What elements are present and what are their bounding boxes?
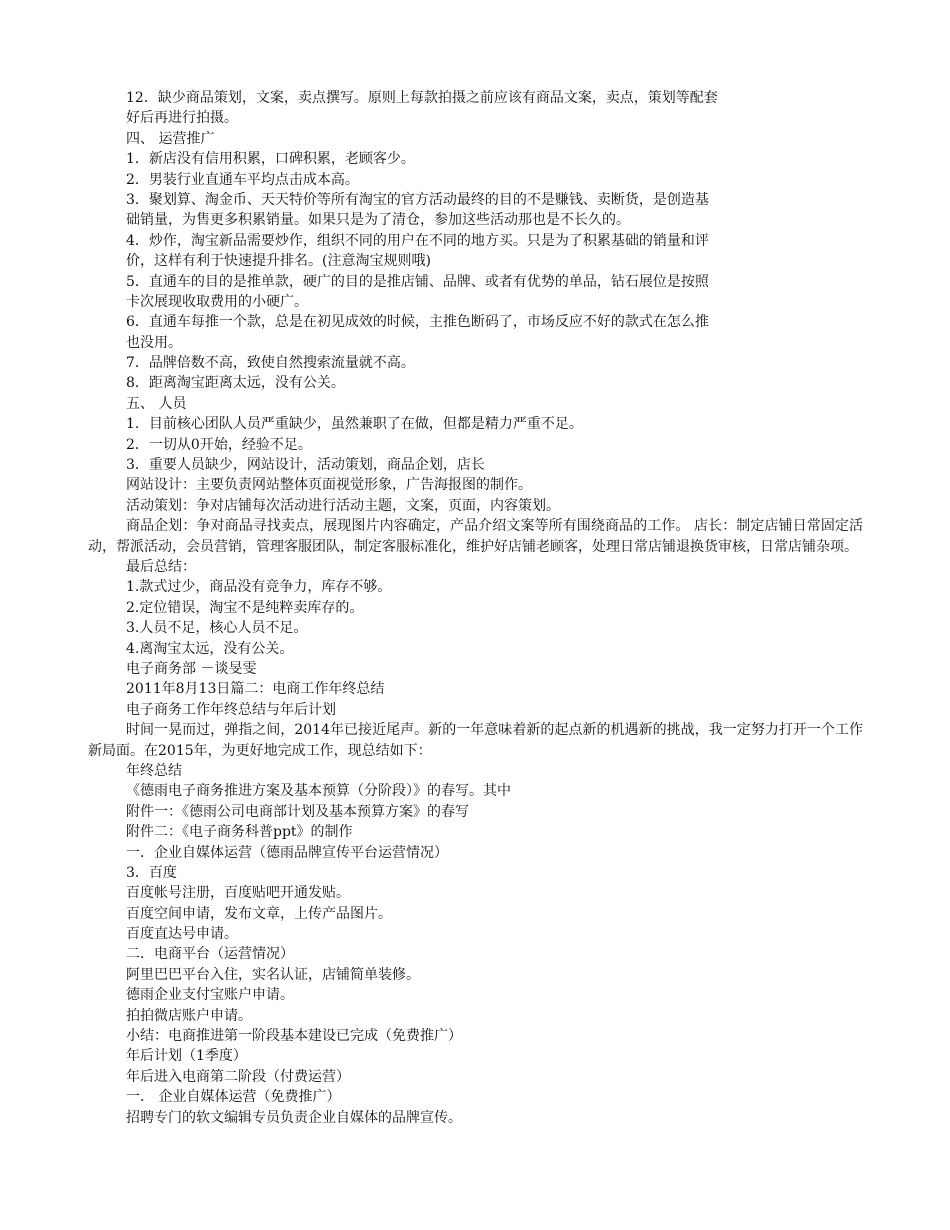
text-line: 2．男装行业直通车平均点击成本高。 [126,171,359,188]
text-line: 2．一切从0开始，经验不足。 [126,436,312,453]
text-line: 网站设计：主要负责网站整体页面视觉形象，广告海报图的制作。 [126,477,532,494]
text-line: 最后总结： [126,559,196,576]
text-line: 《德雨电子商务推进方案及基本预算（分阶段）》的春写。其中 [126,783,511,800]
text-line: 拍拍微店账户申请。 [126,1007,252,1024]
text-line: 8．距离淘宝距离太远，没有公关。 [126,375,345,392]
text-line: 五、 人员 [126,395,187,412]
text-line: 3．百度 [126,864,177,881]
text-line: 一．企业自媒体运营（德雨品牌宣传平台运营情况） [126,844,448,861]
text-line: 好后再进行拍摄。 [126,110,238,127]
text-line: 百度直达号申请。 [126,926,238,943]
text-line: 6．直通车每推一个款，总是在初见成效的时候，主推色断码了，市场反应不好的款式在怎么推 [126,314,709,331]
text-line: 也没用。 [126,334,182,351]
text-line: 1．新店没有信用积累，口碑积累，老顾客少。 [126,151,415,168]
text-line: 二．电商平台（运营情况） [126,946,294,963]
text-line: 电子商务工作年终总结与年后计划 [126,701,336,718]
text-line: 3．重要人员缺少，网站设计，活动策划，商品企划，店长 [126,457,485,474]
text-line: 4.离淘宝太远，没有公关。 [126,640,294,657]
text-line: 招聘专门的软文编辑专员负责企业自媒体的品牌宣传。 [126,1109,462,1126]
text-line: 活动策划：争对店铺每次活动进行活动主题，文案，页面，内容策划。 [126,497,560,514]
text-line: 1.款式过少，商品没有竞争力，库存不够。 [126,579,392,596]
text-line: 百度空间申请，发布文章，上传产品图片。 [126,905,392,922]
text-line: 7．品牌倍数不高，致使自然搜索流量就不高。 [126,355,415,372]
text-line: 4．炒作，淘宝新品需要炒作，组织不同的用户在不同的地方买。只是为了积累基础的销量和评 [126,232,709,249]
text-line: 小结：电商推进第一阶段基本建设已完成（免费推广） [126,1028,462,1045]
text-line: 2011年8月13日篇二：电商工作年终总结 [126,681,385,698]
text-line: 3.人员不足，核心人员不足。 [126,620,308,637]
text-line: 电子商务部 －谈旻雯 [126,660,257,677]
text-line: 四、 运营推广 [126,130,215,147]
body-paragraph: 时间一晃而过，弹指之间，2014年已接近尾声。新的一年意味着新的起点新的机遇新的挑战，我一定努力打开一个工作新局面。在2015年，为更好地完成工作，现总结如下： [88,722,863,759]
text-line: 1．目前核心团队人员严重缺少，虽然兼职了在做，但都是精力严重不足。 [126,416,583,433]
text-line: 百度帐号注册，百度贴吧开通发贴。 [126,885,350,902]
text-line: 卡次展现收取费用的小硬广。 [126,293,308,310]
text-line: 一． 企业自媒体运营（免费推广） [126,1089,341,1106]
document-body [88,88,863,1128]
text-line: 年后进入电商第二阶段（付费运营） [126,1068,350,1085]
text-line: 附件二：《电子商务科普ppt》的制作 [126,824,353,841]
text-line: 价，这样有利于快速提升排名。(注意淘宝规则哦) [126,253,431,270]
text-line: 德雨企业支付宝账户申请。 [126,987,294,1004]
body-paragraph: 商品企划：争对商品寻找卖点，展现图片内容确定，产品介绍文案等所有围绕商品的工作。 店长：制定店铺日常固定活动，帮派活动，会员营销，管理客服团队，制定客服标准化，维护好店铺老顾客，处理日常店铺退换货审核，日常店铺杂项。 [88,518,863,555]
text-line: 5．直通车的目的是推单款，硬广的目的是推店铺、品牌、或者有优势的单品，钻石展位是按照 [126,273,709,290]
text-line: 2.定位错误，淘宝不是纯粹卖库存的。 [126,599,364,616]
text-line: 阿里巴巴平台入住，实名认证，店铺简单装修。 [126,966,420,983]
text-line: 年后计划（1季度） [126,1048,247,1065]
text-line: 附件一：《德雨公司电商部计划及基本预算方案》的春写 [126,803,469,820]
text-line: 3．聚划算、淘金币、天天特价等所有淘宝的官方活动最终的目的不是赚钱、卖断货，是创造基 [126,191,709,208]
text-line: 年终总结 [126,762,182,779]
text-line: 础销量，为售更多积累销量。如果只是为了清仓，参加这些活动那也是不长久的。 [126,212,630,229]
text-line: 12．缺少商品策划，文案，卖点撰写。原则上每款拍摄之前应该有商品文案，卖点，策划等配套 [126,90,718,106]
